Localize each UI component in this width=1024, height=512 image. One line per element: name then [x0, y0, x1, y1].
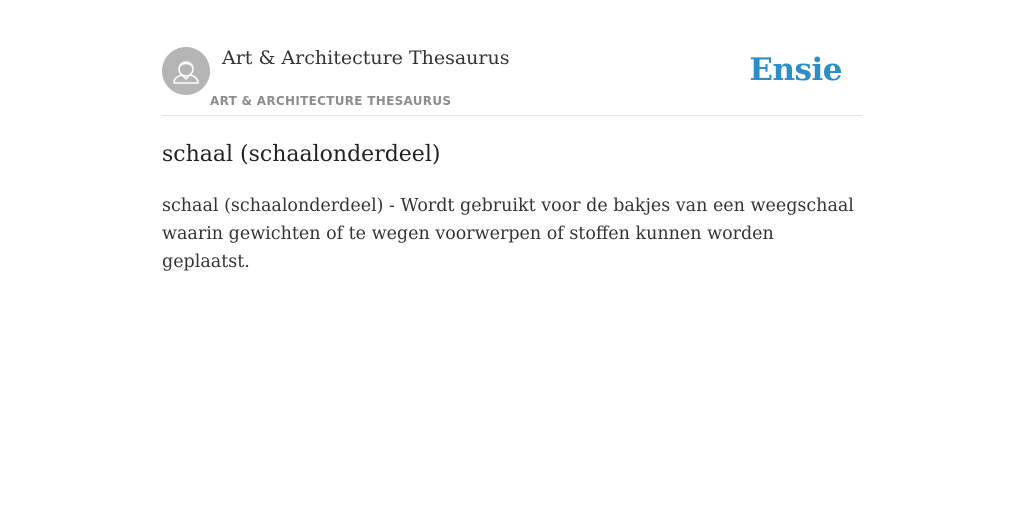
author-avatar[interactable]	[162, 47, 210, 95]
ensie-logo-link[interactable]: Ensie	[749, 52, 842, 88]
author-name[interactable]: Art & Architecture Thesaurus	[222, 47, 510, 69]
user-silhouette-icon	[162, 47, 210, 95]
content-container	[162, 0, 862, 272]
entry-definition: schaal (schaalonderdeel) - Wordt gebruikt voor de bakjes van een weegschaal waarin gewichten of te wegen voorwerpen of stoffen kunnen worden geplaatst.	[162, 196, 854, 272]
entry-title: schaal (schaalonderdeel)	[162, 142, 441, 167]
source-name[interactable]: ART & ARCHITECTURE THESAURUS	[210, 94, 452, 108]
entry-header	[162, 0, 862, 116]
